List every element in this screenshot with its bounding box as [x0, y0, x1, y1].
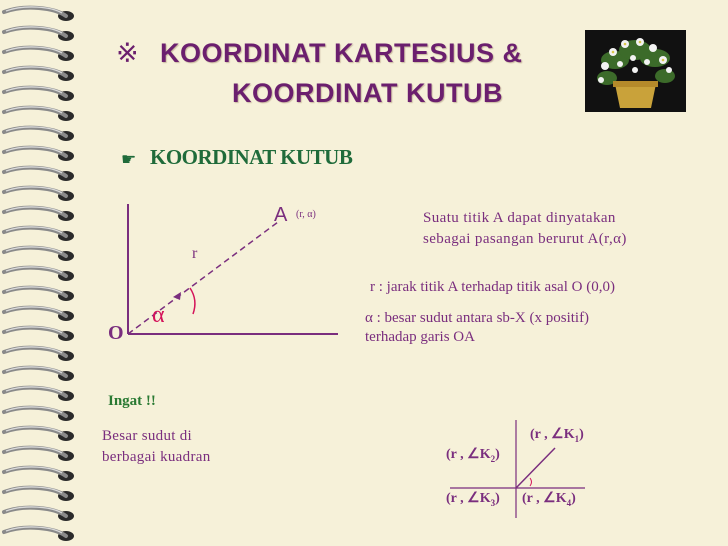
point-a-label: A: [274, 204, 288, 226]
note-line2: berbagai kuadran: [102, 449, 211, 465]
quadrant-angle-arc: [530, 478, 532, 486]
hand-pointer-icon: ☛: [121, 150, 137, 170]
quadrant-radius-line: [516, 448, 555, 488]
alpha-definition-line2: terhadap garis OA: [365, 329, 475, 345]
quadrant-4-label: (r , $\angle K_4$): [522, 491, 576, 508]
section-subtitle: KOORDINAT KUTUB: [150, 145, 353, 169]
alpha-definition-line1: α : besar sudut antara sb-X (x positif): [365, 310, 590, 326]
radius-label: r: [192, 245, 198, 262]
point-a-coordinate: (r, α): [296, 209, 316, 220]
angle-icon: ∠: [467, 447, 480, 462]
title-mark-icon: ※: [116, 38, 139, 69]
explanation-line1: Suatu titik A dapat dinyatakan: [423, 210, 616, 226]
angle-icon: ∠: [543, 491, 556, 506]
note-line1: Besar sudut di: [102, 428, 193, 444]
origin-label: O: [108, 322, 124, 344]
explanation-line2: sebagai pasangan berurut A(r,α): [423, 231, 627, 247]
angle-arrowhead: [173, 292, 181, 300]
r-definition: r : jarak titik A terhadap titik asal O (0,0): [370, 279, 615, 295]
page-title-line2: KOORDINAT KUTUB: [232, 78, 503, 108]
angle-icon: ∠: [551, 427, 564, 442]
radius-line: [128, 222, 278, 334]
quadrant-2-label: (r , $\angle K_2$): [446, 447, 500, 464]
angle-arc: [190, 288, 195, 314]
page-title-line1: KOORDINAT KARTESIUS &: [160, 38, 523, 68]
quadrant-3-label: (r , $\angle K_3$): [446, 491, 500, 508]
ingat-label: Ingat !!: [108, 393, 156, 409]
quadrant-1-label: (r , $\angle K_1$): [530, 427, 584, 444]
angle-icon: ∠: [467, 491, 480, 506]
angle-label: α: [152, 302, 165, 328]
